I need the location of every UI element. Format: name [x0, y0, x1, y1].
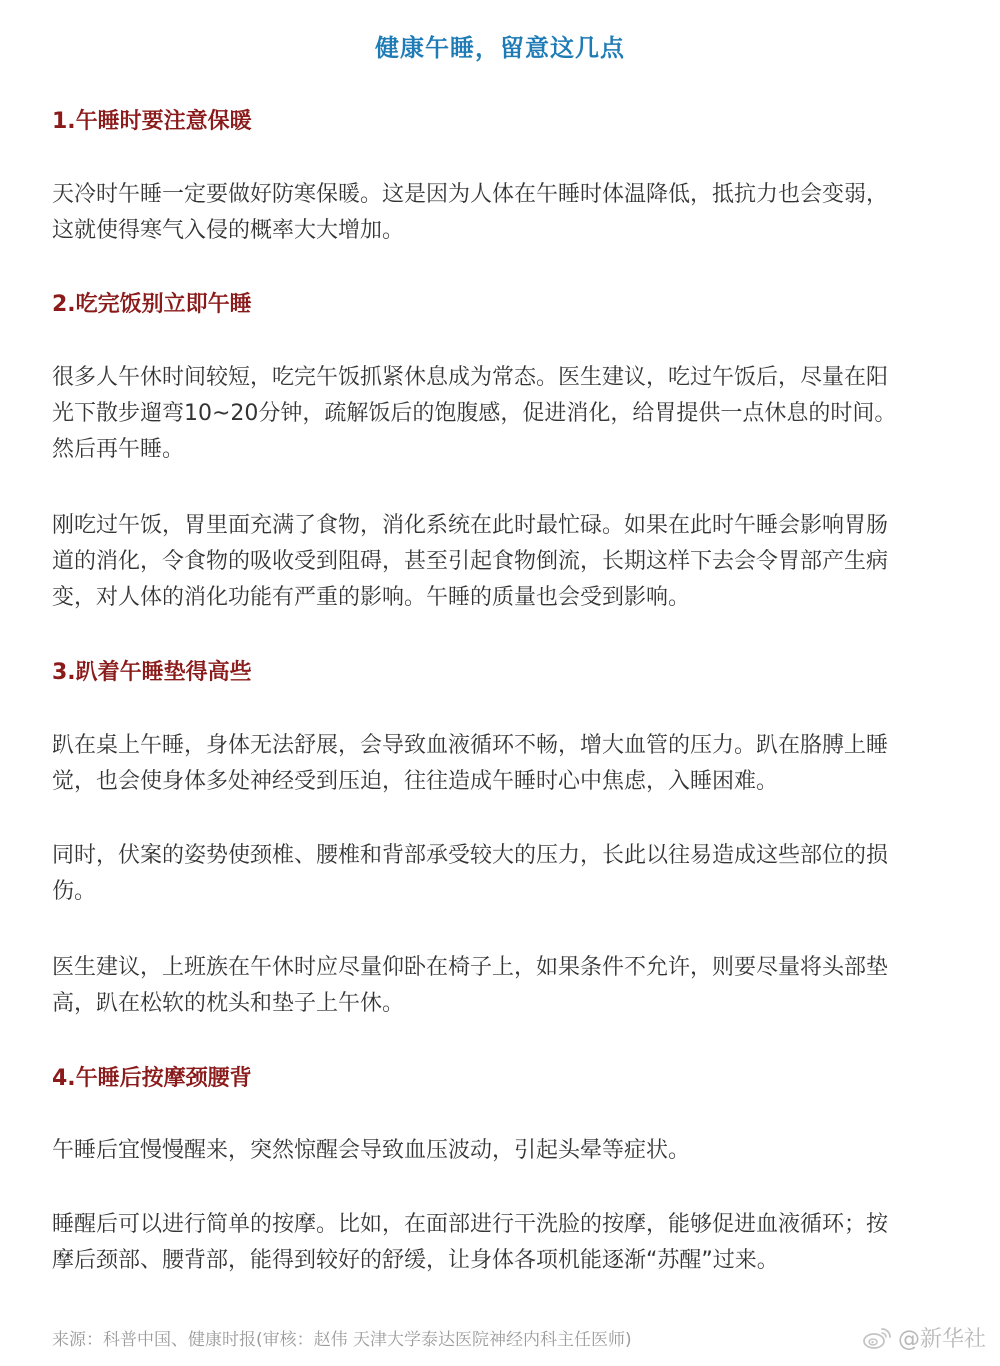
paragraph-line: 这就使得寒气入侵的概率大大增加。 [52, 218, 405, 243]
article-title: 健康午睡，留意这几点 [375, 34, 625, 62]
source-credit: 来源：科普中国、健康时报(审核：赵伟 天津大学泰达医院神经内科主任医师) [52, 1330, 632, 1350]
paragraph-line: 道的消化，令食物的吸收受到阻碍，甚至引起食物倒流，长期这样下去会令胃部产生病 [52, 549, 889, 574]
paragraph [52, 728, 972, 800]
paragraph [52, 950, 972, 1022]
paragraph-line: 变，对人体的消化功能有严重的影响。午睡的质量也会受到影响。 [52, 585, 691, 610]
paragraph-line: 趴在桌上午睡，身体无法舒展，会导致血液循环不畅，增大血管的压力。趴在胳膊上睡 [52, 733, 889, 758]
paragraph [52, 508, 972, 616]
watermark [862, 1322, 986, 1353]
paragraph-line: 睡醒后可以进行简单的按摩。比如，在面部进行干洗脸的按摩，能够促进血液循环；按 [52, 1212, 889, 1237]
section-heading-2: 2.吃完饭别立即午睡 [52, 292, 252, 317]
paragraph-line: 摩后颈部、腰背部，能得到较好的舒缓，让身体各项机能逐渐“苏醒”过来。 [52, 1248, 779, 1273]
section-heading-1: 1.午睡时要注意保暖 [52, 109, 252, 134]
section-heading-4: 4.午睡后按摩颈腰背 [52, 1066, 252, 1091]
paragraph-line: 觉，也会使身体多处神经受到压迫，往往造成午睡时心中焦虑，入睡困难。 [52, 769, 779, 794]
paragraph [52, 360, 972, 468]
paragraph [52, 177, 972, 249]
paragraph-line: 同时，伏案的姿势使颈椎、腰椎和背部承受较大的压力，长此以往易造成这些部位的损 [52, 843, 889, 868]
section-heading-3: 3.趴着午睡垫得高些 [52, 660, 252, 685]
paragraph-line: 高，趴在松软的枕头和垫子上午休。 [52, 991, 405, 1016]
paragraph-line: 伤。 [52, 879, 97, 904]
paragraph [52, 1133, 972, 1169]
paragraph [52, 1207, 972, 1279]
paragraph-line: 很多人午休时间较短，吃完午饭抓紧休息成为常态。医生建议，吃过午饭后，尽量在阳 [52, 365, 889, 390]
paragraph-line: 天冷时午睡一定要做好防寒保暖。这是因为人体在午睡时体温降低，抵抗力也会变弱， [52, 182, 889, 207]
paragraph-line: 午睡后宜慢慢醒来，突然惊醒会导致血压波动，引起头晕等症状。 [52, 1138, 691, 1163]
paragraph-line: 医生建议，上班族在午休时应尽量仰卧在椅子上，如果条件不允许，则要尽量将头部垫 [52, 955, 889, 980]
weibo-icon [862, 1325, 892, 1351]
paragraph-line: 刚吃过午饭，胃里面充满了食物，消化系统在此时最忙碌。如果在此时午睡会影响胃肠 [52, 513, 889, 538]
watermark-text: @新华社 [897, 1327, 986, 1352]
paragraph [52, 838, 972, 910]
paragraph-line: 光下散步遛弯10~20分钟，疏解饭后的饱腹感，促进消化，给胃提供一点休息的时间。 [52, 401, 897, 426]
paragraph-line: 然后再午睡。 [52, 437, 185, 462]
